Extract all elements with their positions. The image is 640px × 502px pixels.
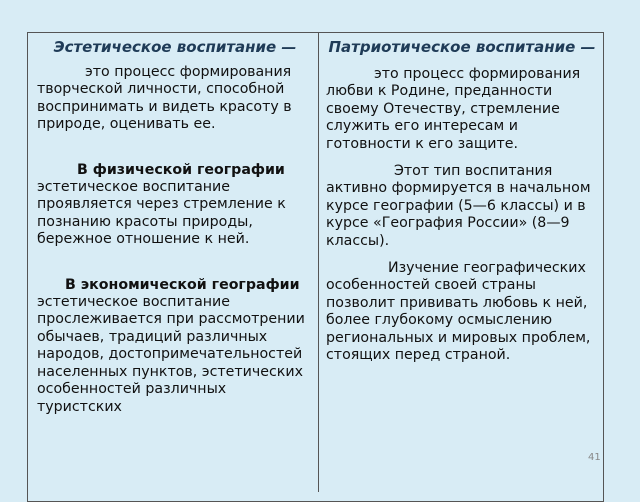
patriotic-definition: это процесс формирования любви к Родине, преданности своему Отечеству, стремление служить его интересам и готовности к его защите. [326, 66, 581, 152]
patriotic-column [326, 38, 598, 365]
economic-geography-paragraph [37, 277, 313, 416]
aesthetic-heading: Эстетическое воспитание — [53, 38, 297, 56]
column-divider [318, 32, 319, 492]
physical-geography-bold: В физической географии [77, 161, 285, 178]
physical-geography-paragraph [37, 162, 313, 249]
aesthetic-column [37, 38, 313, 416]
patriotic-heading: Патриотическое воспитание — [328, 38, 596, 56]
economic-geography-bold: В экономической географии [65, 276, 300, 293]
page-number: 41 [588, 452, 601, 463]
patriotic-study-paragraph: Изучение географических особенностей своей страны позволит прививать любовь к ней, более глубокому осмыслению региональных и мировых проблем, стоящих перед страной. [326, 260, 591, 364]
economic-geography-text: эстетическое воспитание прослеживается при рассмотрении обычаев, традиций различных народов, достопримечательностей населенных пунктов, эстетических особенностей различных туристских [37, 294, 305, 415]
physical-geography-text: эстетическое воспитание проявляется через стремление к познанию красоты природы, бережное отношение к ней. [37, 179, 286, 248]
patriotic-type-paragraph: Этот тип воспитания активно формируется в начальном курсе географии (5—6 классы) и в курсе «География России» (8—9 классы). [326, 163, 591, 249]
aesthetic-definition: это процесс формирования творческой личности, способной воспринимать и видеть красоту в природе, оценивать ее. [37, 64, 292, 133]
